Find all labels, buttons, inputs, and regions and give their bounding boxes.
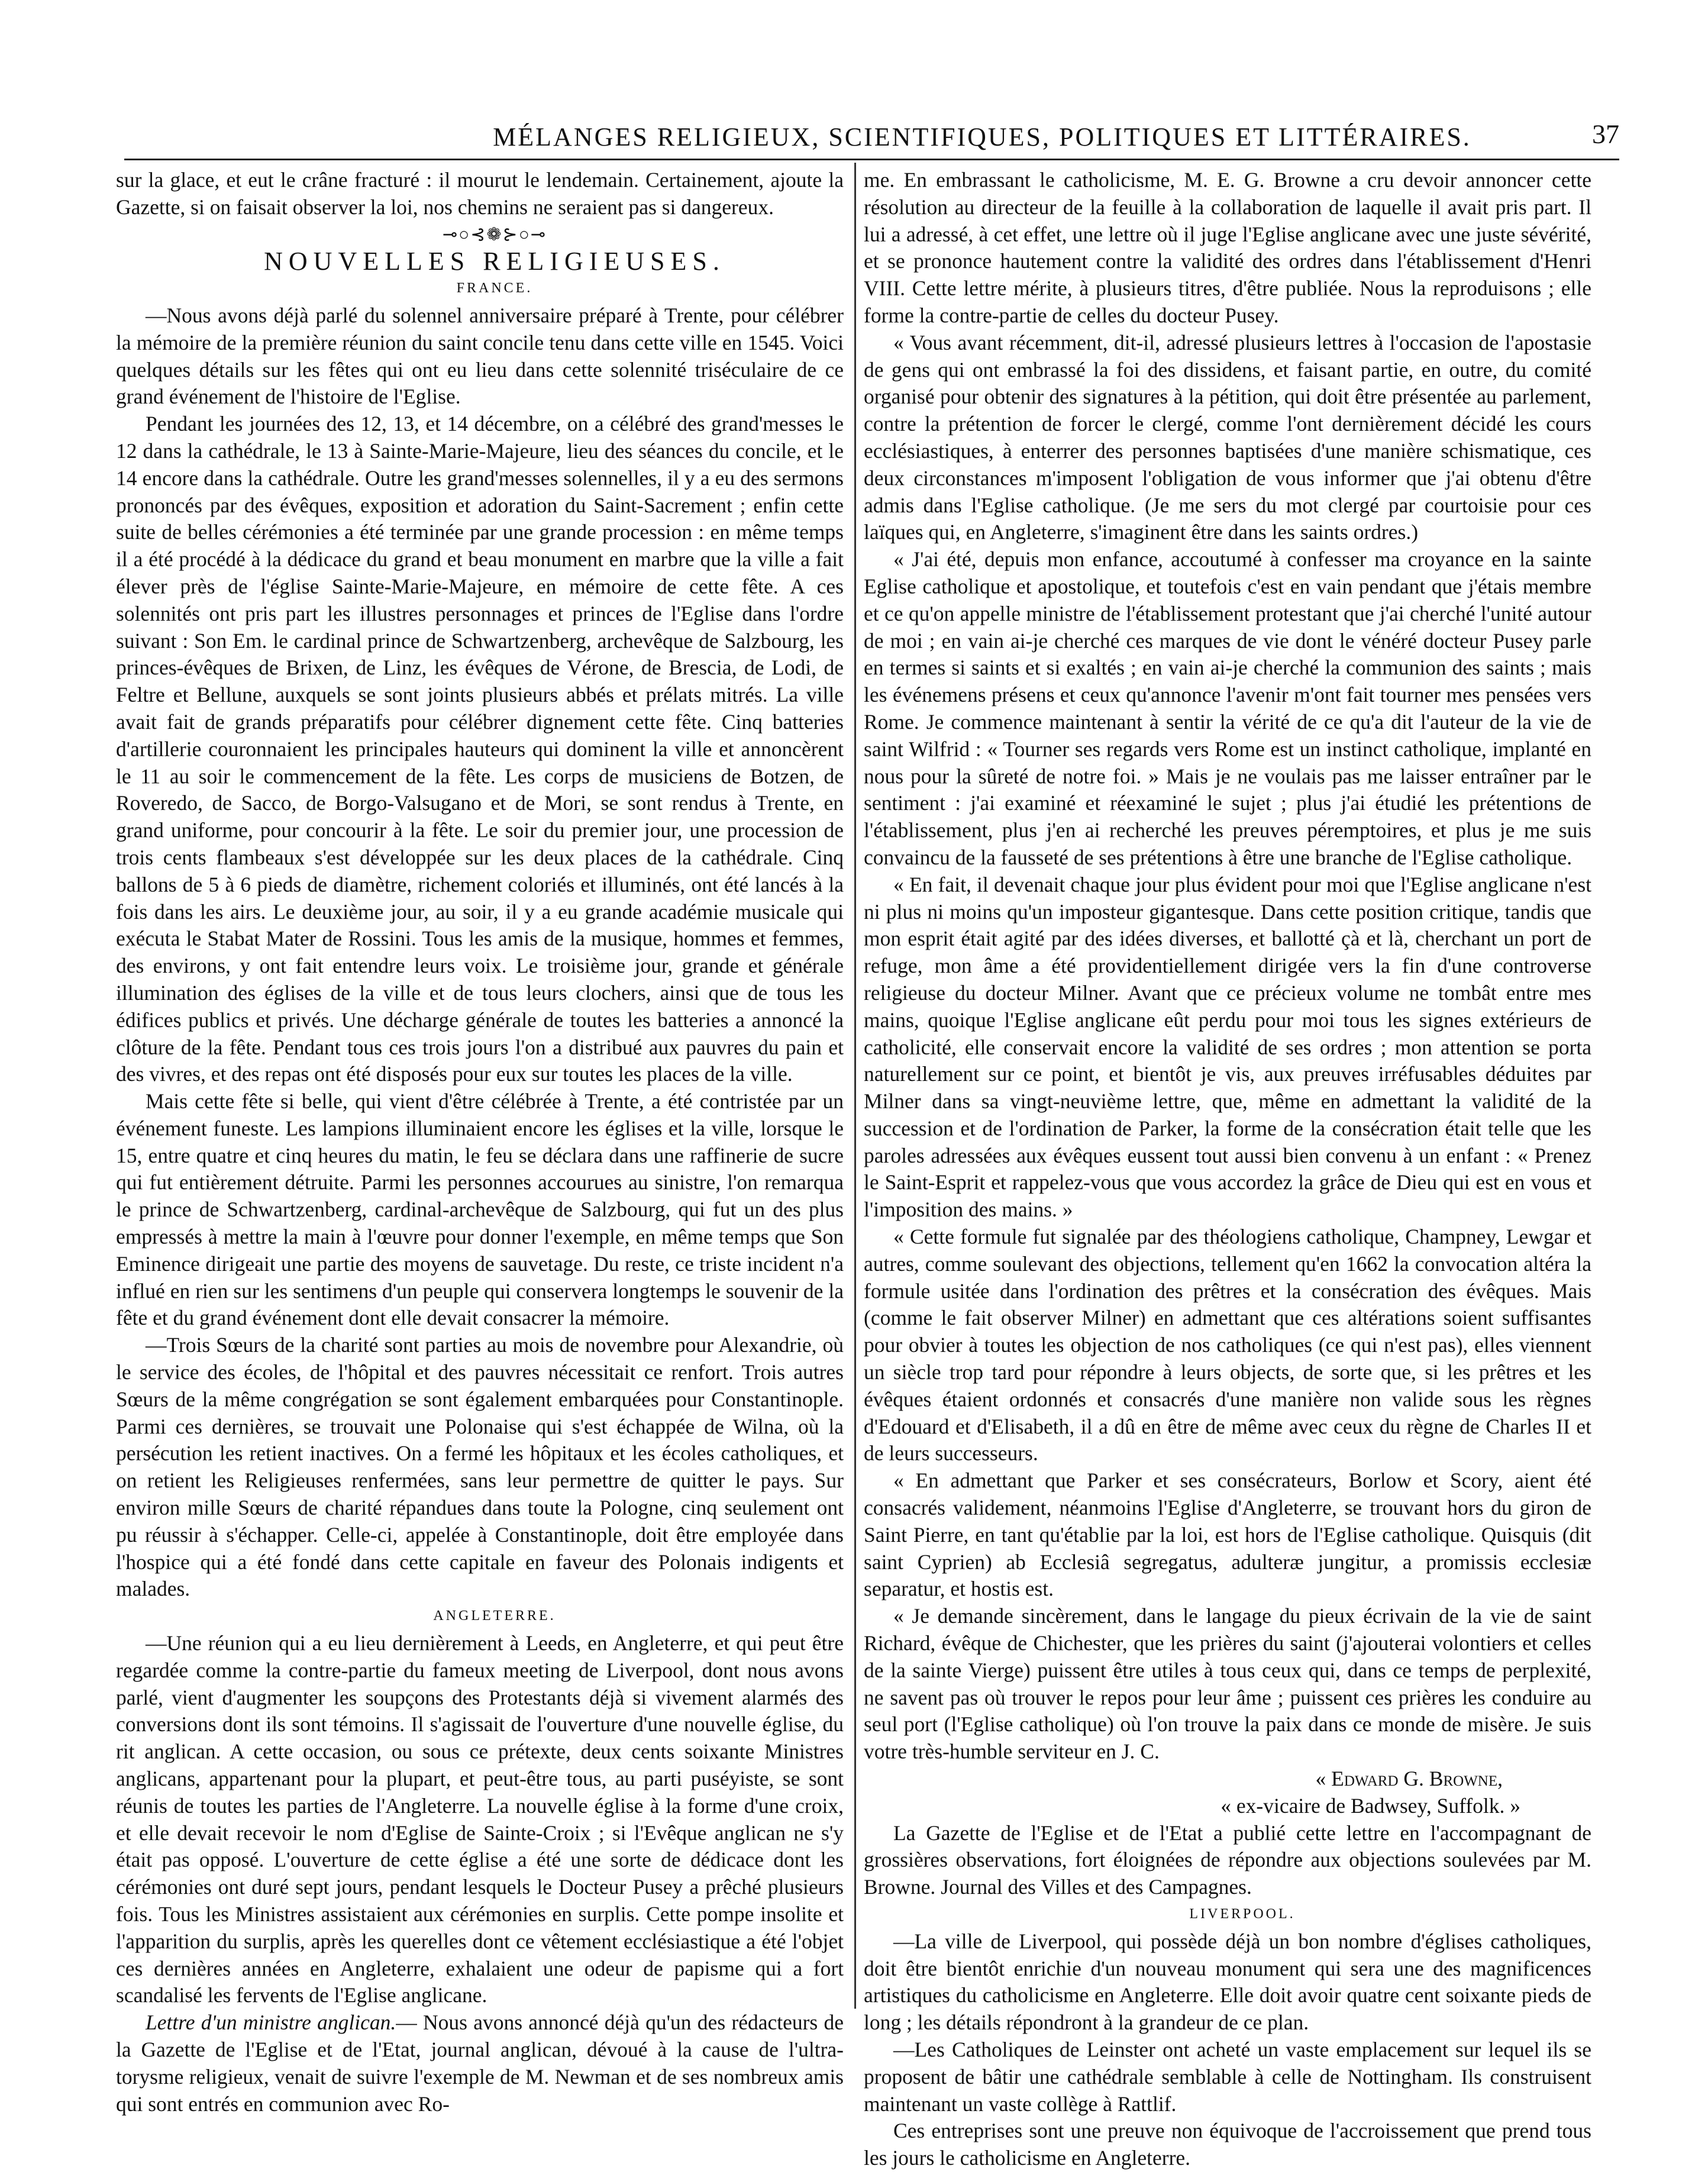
signature-name: « Edward G. Browne, <box>1315 1767 1503 1791</box>
right-column <box>864 167 1591 2172</box>
article-leinster: —Les Catholiques de Leinster ont acheté un vaste emplacement sur lequel ils se proposent de bâtir une cathédrale semblable à celle de Nottingham. Ils construisent maintenant un vaste collège à Rattlif. <box>864 2037 1591 2116</box>
article-soeurs-charite: —Trois Sœurs de la charité sont parties au mois de novembre pour Alexandrie, où le service des écoles, de l'hôpital et des pauvres nécessitait ce renfort. Trois autres Sœurs de la même congrégation se sont également embarquées pour Constantinople. Parmi ces dernières, se trouvait une Polonaise qui s'est échappée de Wilna, où la persécution les retient inactives. On a fermé les hôpitaux et les écoles catholiques, et on retient les Religieuses renfermées, sans leur permettre de quitter le pays. Sur environ mille Sœurs de charité répandues dans toute la Pologne, cinq seulement ont pu réussir à s'échapper. Celle-ci, appelée à Constantinople, doit être employée dans l'hospice qui a été fondé dans cette capitale en faveur des Polonais indigents et malades. <box>116 1333 844 1601</box>
browne-letter-p1: « Vous avant récemment, dit-il, adressé plusieurs lettres à l'occasion de l'apostasie de gens qui ont embrassé la foi des dissidens, et faisant partie, en outre, du comité organisé pour obtenir des signatures à la pétition, qui doit être présentée au parlement, contre la prétention de forcer le clergé, comme l'ont dernièrement décidé les cours ecclésiastiques, à enterrer des personnes baptisées d'une manière schismatique, ces deux circonstances m'imposent l'obligation de vous informer que j'ai obtenu d'être admis dans l'Eglise catholique. (Je me sers du mot clergé par courtoisie pour ces laïques qui, en Angleterre, s'imaginent être dans les saints ordres.) <box>864 330 1591 544</box>
article-liverpool: —La ville de Liverpool, qui possède déjà un bon nombre d'églises catholiques, doit être bientôt enrichie d'un nouveau monument qui sera une des magnificences artistiques du catholicisme en Angleterre. Elle doit avoir quatre cent soixante pieds de long ; les détails répondront à la grandeur de ce plan. <box>864 1929 1591 2035</box>
article-conclusion: Ces entreprises sont une preuve non équivoque de l'accroissement que prend tous les jours le catholicisme en Angleterre. <box>864 2119 1591 2170</box>
browne-letter-p3: « En fait, il devenait chaque jour plus évident pour moi que l'Eglise anglicane n'est ni plus ni moins qu'un imposteur gigantesque. Dans cette position critique, tandis que mon esprit était agité par des idées diverses, et ballotté çà et là, cherchant un port de refuge, mon âme a été providentiellement dirigée vers la fin d'une controverse religieuse du docteur Milner. Avant que ce précieux volume ne tombât entre mes mains, quoique l'Eglise anglicane eût perdu pour moi tous les signes extérieurs de catholicité, elle conservait encore la validité de ses ordres ; mon attention se porta naturellement sur ce point, et bientôt je vis, aux preuves irréfusables déduites par Milner dans sa vingt-neuvième lettre, que, même en admettant la validité de la succession et de l'ordination de Parker, la forme de la consécration était telle que les paroles adressées aux évêques eussent tout aussi bien convenu à un enfant : « Prenez le Saint-Esprit et rappelez-vous que vous accordez la grâce de Dieu qui est en vous et l'imposition des mains. » <box>864 872 1591 1222</box>
browne-letter-p6: « Je demande sincèrement, dans le langage du pieux écrivain de la vie de saint Richard, évêque de Chichester, que les prières du saint (j'ajouterai volontiers et celles de la sainte Vierge) puissent être utiles à tous ceux qui, dans ce temps de perplexité, ne savent pas où trouver le repos pour leur âme ; puissent ces prières les conduire au seul port (l'Eglise catholique) où l'on trouve la paix dans ce monde de misère. Je suis votre très-humble serviteur en J. C. <box>864 1604 1591 1764</box>
opening-paragraph: sur la glace, et eut le crâne fracturé : il mourut le lendemain. Certainement, ajoute la Gazette, si on faisait observer la loi, nos chemins ne seraient pas si dangereux. <box>116 168 844 219</box>
article-trente-incendie: Mais cette fête si belle, qui vient d'être célébrée à Trente, a été contristée par un événement funeste. Les lampions illuminaient encore les églises et la ville, lorsque le 15, entre quatre et cinq heures du matin, le feu se déclara dans une raffinerie de sucre qui fut entièrement détruite. Parmi les personnes accourues au sinistre, l'on remarqua le prince de Schwartzenberg, cardinal-archevêque de Salzbourg, qui fut un des plus empressés à mettre la main à l'œuvre pour donner l'exemple, en même temps que Son Eminence dirigeait une partie des moyens de sauvetage. Du reste, ce triste incident n'a influé en rien sur les sentimens d'un peuple qui conservera longtemps le souvenir de la fête et du grand événement dont elle devait consacrer la mémoire. <box>116 1089 844 1330</box>
article-lettre-body: — Nous avons annoncé déjà qu'un des rédacteurs de la Gazette de l'Eglise et de l'Etat, journal anglican, dévoué à la cause de l'ultra-torysme religieux, venait de suivre l'exemple de M. Newman et de ses nombreux amis qui sont entrés en communion avec Ro- <box>116 2010 844 2116</box>
ornament-divider: ⊸○⊰❁⊱○⊸ <box>443 224 547 244</box>
liverpool-heading: LIVERPOOL. <box>1189 1906 1296 1922</box>
section-title: NOUVELLES RELIGIEUSES. <box>264 247 725 276</box>
article-lettre-ministre <box>116 2009 844 2118</box>
article-trente: —Nous avons déjà parlé du solennel anniversaire préparé à Trente, pour célébrer la mémoire de la première réunion du saint concile tenu dans cette ville en 1545. Voici quelques détails sur les fêtes qui ont eu lieu dans cette solennité triséculaire de ce grand événement de l'histoire de l'Eglise. <box>116 303 844 409</box>
browne-letter-p2: « J'ai été, depuis mon enfance, accoutumé à confesser ma croyance en la sainte Eglise catholique et apostolique, et toutefois c'est en vain pendant que j'étais membre et ce qu'on appelle ministre de l'établissement protestant que j'ai cherché l'unité autour de moi ; en vain ai-je cherché ces marques de vie dont le vénéré docteur Pusey parle en termes si saints et si exaltés ; en vain ai-je cherché la communion des saints ; mais les événemens présens et ceux qu'annonce l'avenir m'ont fait tourner mes pensées vers Rome. Je commence maintenant à sentir la vérité de ce qu'a dit l'auteur de la vie de saint Wilfrid : « Tourner ses regards vers Rome est un instinct catholique, implanté en nous pour la sûreté de notre foi. » Mais je ne voulais pas me laisser entraîner par le sentiment : j'ai examiné et réexaminé le sujet ; plus j'ai étudié les prétentions de l'établissement, plus j'en ai recherché les preuves péremptoires, et plus je me suis convaincu de la fausseté de ses prétentions à être une branche de l'Eglise catholique. <box>864 547 1591 869</box>
angleterre-heading: ANGLETERRE. <box>433 1608 556 1624</box>
header-rule <box>124 159 1619 160</box>
page-number: 37 <box>1592 119 1619 149</box>
browne-letter-p4: « Cette formule fut signalée par des théologiens catholique, Champney, Lewgar et autres, comme soulevant des objections, tellement qu'en 1662 la convocation altéra la formule usitée dans l'ordination des prêtres et la consécration des évêques. Mais (comme le fait observer Milner) en admettant que ces altérations soient suffisantes pour obvier à toutes les objection de nos catholiques (ce qui n'est pas), elles viennent un siècle trop tard pour répondre à leurs objects, de sorte que, si les prêtres et les évêques étaient ordonnés et consacrés d'une manière non valide sous les règnes d'Edouard et d'Elisabeth, il a dû en être de même avec ceux du règne de Charles II et de leurs successeurs. <box>864 1225 1591 1466</box>
running-header: MÉLANGES RELIGIEUX, SCIENTIFIQUES, POLITIQUES ET LITTÉRAIRES. <box>493 122 1471 151</box>
article-leeds: —Une réunion qui a eu lieu dernièrement à Leeds, en Angleterre, et qui peut être regardée comme la contre-partie du fameux meeting de Liverpool, dont nous avons parlé, vient d'augmenter les soupçons des Protestants déjà si vivement alarmés des conversions dont ils sont témoins. Il s'agissait de l'ouverture d'une nouvelle église, du rit anglican. A cette occasion, ou sous ce prétexte, deux cents soixante Ministres anglicans, appartenant pour la plupart, et peut-être tous, au parti puséyiste, se sont réunis de toutes les parties de l'Angleterre. La nouvelle église à la forme d'une croix, et elle devait recevoir le nom d'Eglise de Sainte-Croix ; si l'Evêque anglican ne s'y était pas opposé. L'ouverture de cette église a été une sorte de dédicace dont les cérémonies ont duré sept jours, pendant lesquels le Docteur Pusey a prêché plusieurs fois. Tous les Ministres assistaient aux cérémonies en surplis. Cette pompe insolite et l'apparition du surplis, après les querelles dont ce vêtement ecclésiastique a été l'objet ces dernières années en Angleterre, exhalaient une odeur de papisme qui a fort scandalisé les fervents de l'Eglise anglicane. <box>116 1631 844 2008</box>
france-heading: FRANCE. <box>456 280 533 296</box>
article-lead-italic: Lettre d'un ministre anglican. <box>146 2010 396 2035</box>
gazette-note: La Gazette de l'Eglise et de l'Etat a publié cette lettre en l'accompagnant de grossières observations, fort éloignées de répondre aux objections soulevées par M. Browne. Journal des Villes et des Campagnes. <box>864 1821 1591 1899</box>
left-column <box>116 167 844 2118</box>
column-divider <box>854 163 856 2009</box>
browne-intro: me. En embrassant le catholicisme, M. E. G. Browne a cru devoir annoncer cette résolution au directeur de la feuille à la collaboration de laquelle il avait pris part. Il lui a adressé, à cet effet, une lettre où il juge l'Eglise anglicane avec une juste sévérité, et se prononce hautement contre la validité des ordres dans l'établissement d'Henri VIII. Cette lettre mérite, à plusieurs titres, d'être publiée. Nous la reproduisons ; elle forme la contre-partie de celles du docteur Pusey. <box>864 168 1591 327</box>
article-trente-ceremonies: Pendant les journées des 12, 13, et 14 décembre, on a célébré des grand'messes le 12 dans la cathédrale, le 13 à Sainte-Marie-Majeure, lieu des séances du concile, et le 14 encore dans la cathédrale. Outre les grand'messes solennelles, il y a eu des sermons prononcés par des évêques, exposition et adoration du Saint-Sacrement ; enfin cette suite de belles cérémonies a été terminée par une grande procession : en même temps il a été procédé à la dédicace du grand et beau monument en marbre que la ville a fait élever près de l'église Sainte-Marie-Majeure, en mémoire de cette fête. A ces solennités ont pris part les illustres personnages et princes de l'Eglise dans l'ordre suivant : Son Em. le cardinal prince de Schwartzenberg, archevêque de Salzbourg, les princes-évêques de Brixen, de Linz, les évêques de Vérone, de Brescia, de Lodi, de Feltre et Bellune, auxquels se sont joints plusieurs abbés et prélats mitrés. La ville avait fait de grands préparatifs pour célébrer dignement cette fête. Cinq batteries d'artillerie couronnaient les principales hauteurs qui dominent la ville et annoncèrent le 11 au soir le commencement de la fête. Les corps de musiciens de Botzen, de Roveredo, de Sacco, de Borgo-Valsugano et de Mori, se sont rendus à Trente, en grand uniforme, pour concourir à la fête. Le soir du premier jour, une procession de trois cents flambeaux s'est développée sur les deux places de la cathédrale. Cinq ballons de 5 à 6 pieds de diamètre, richement coloriés et illuminés, ont été lancés à la fois dans les airs. Le deuxième jour, au soir, il y a eu grande académie musicale qui exécuta le Stabat Mater de Rossini. Tous les amis de la musique, hommes et femmes, des environs, y ont fait entendre leurs voix. Le troisième jour, grande et générale illumination des églises de la ville et de tous leurs clochers, ainsi que de tous les édifices publics et privés. Une décharge générale de toutes les batteries a annoncé la clôture de la fête. Pendant tous ces trois jours l'on a distribué aux pauvres du pain et des vivres, et des repas ont été disposés pour eux sur toutes les places de la ville. <box>116 412 844 1086</box>
signature-title: « ex-vicaire de Badwsey, Suffolk. » <box>1221 1793 1520 1818</box>
browne-letter-p5: « En admettant que Parker et ses consécrateurs, Borlow et Scory, aient été consacrés validement, néanmoins l'Eglise d'Angleterre, se trouvant hors du giron de Saint Pierre, en tant qu'établie par la loi, est hors de l'Eglise catholique. Quisquis (dit saint Cyprien) ab Ecclesiâ segregatus, adulteræ jungitur, a promissis ecclesiæ separatur, et hostis est. <box>864 1469 1591 1601</box>
